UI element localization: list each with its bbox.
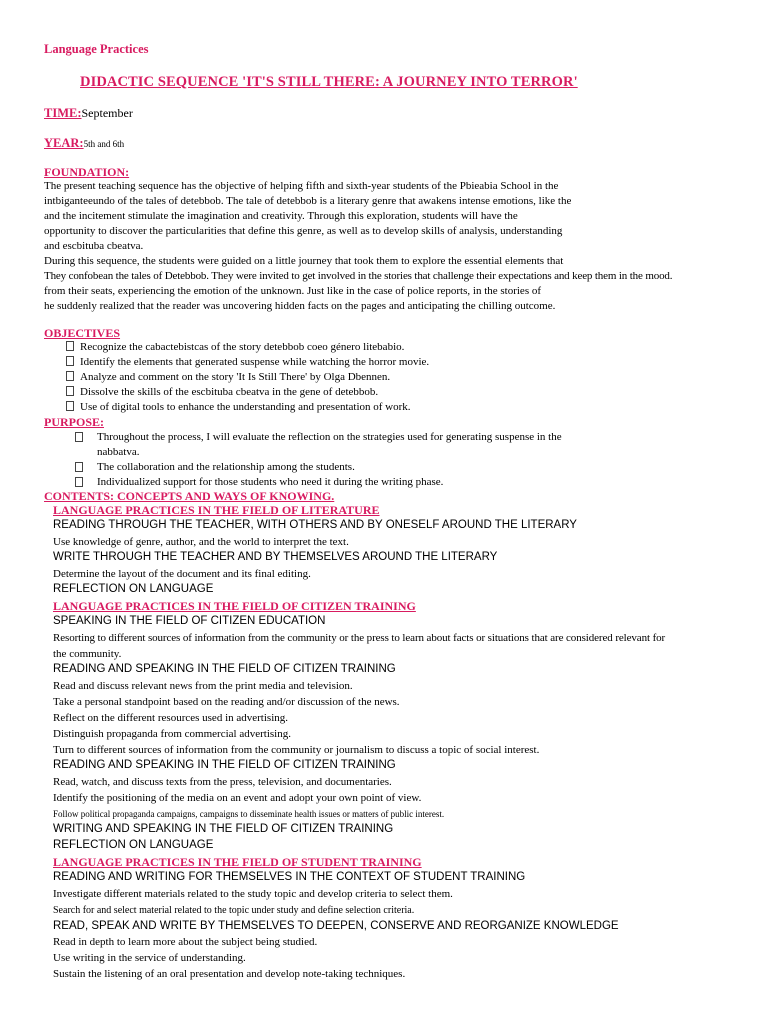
citizen-body: Turn to different sources of information from the community or journalism to discuss a topic of social interest.: [53, 744, 540, 756]
citizen-cap: SPEAKING IN THE FIELD OF CITIZEN EDUCATION: [53, 615, 326, 627]
time-label: TIME:: [44, 106, 82, 120]
citizen-body: Read and discuss relevant news from the print media and television.: [53, 680, 353, 692]
foundation-line: and the incitement stimulate the imagination and creativity. Through this exploration, students will have the: [44, 210, 518, 222]
purpose-item: Individualized support for those students who need it during the writing phase.: [97, 476, 444, 488]
literature-cap: READING THROUGH THE TEACHER, WITH OTHERS AND BY ONESELF AROUND THE LITERARY: [53, 519, 577, 531]
citizen-body: Take a personal standpoint based on the reading and/or discussion of the news.: [53, 696, 400, 708]
foundation-line: from their seats, experiencing the emotion of the unknown. Just like in the case of police reports, in the stories of: [44, 285, 542, 297]
objectives-label: OBJECTIVES: [44, 326, 121, 340]
objective-item: Recognize the cabactebistcas of the story detebbob coeo género litebabio.: [66, 341, 404, 354]
objective-item: Identify the elements that generated suspense while watching the horror movie.: [66, 356, 429, 369]
foundation-line: he suddenly realized that the reader was uncovering hidden facts on the pages and anticipating the chilling outcome.: [44, 300, 556, 312]
citizen-cap: WRITING AND SPEAKING IN THE FIELD OF CITIZEN TRAINING: [53, 823, 394, 835]
student-body-small: Search for and select material related to the topic under study and define selection criteria.: [53, 905, 415, 916]
foundation-line: The present teaching sequence has the objective of helping fifth and sixth-year students of the Pbieabia School in the: [44, 180, 559, 192]
checkbox-glyph-icon: [75, 432, 89, 445]
year-label: YEAR:: [44, 136, 84, 150]
objective-item: Analyze and comment on the story 'It Is Still There' by Olga Dbennen.: [66, 371, 390, 384]
page-title: DIDACTIC SEQUENCE 'IT'S STILL THERE: A JOURNEY INTO TERROR': [80, 74, 578, 90]
citizen-cap: READING AND SPEAKING IN THE FIELD OF CITIZEN TRAINING: [53, 759, 396, 771]
literature-body: Use knowledge of genre, author, and the world to interpret the text.: [53, 536, 349, 548]
checkbox-glyph-icon: [66, 371, 74, 381]
purpose-label: PURPOSE:: [44, 415, 104, 429]
foundation-label: FOUNDATION:: [44, 165, 130, 179]
foundation-line: They confobean the tales of Detebbob. They were invited to get involved in the stories that challenge their expectations and keep them in the mood.: [44, 270, 673, 282]
citizen-body-small: Follow political propaganda campaigns, campaigns to disseminate health issues or matters of public interest.: [53, 809, 445, 819]
checkbox-glyph-icon: [66, 341, 74, 351]
citizen-body: Identify the positioning of the media on an event and adopt your own point of view.: [53, 792, 422, 804]
checkbox-glyph-icon: [66, 356, 74, 366]
foundation-line: and escbituba cbeatva.: [44, 240, 144, 252]
objective-item: Dissolve the skills of the escbituba cbeatva in the gene of detebbob.: [66, 386, 378, 399]
purpose-item: Throughout the process, I will evaluate the reflection on the strategies used for generating suspense in the: [97, 431, 562, 443]
citizen-body: the community.: [53, 648, 122, 660]
time-row: [44, 106, 133, 121]
foundation-line: intbiganteeundo of the tales of detebbob. The tale of detebbob is a literary genre that awakens intense emotions, like the: [44, 195, 572, 207]
subject-header: Language Practices: [44, 42, 149, 56]
year-value: 5th and 6th: [83, 139, 125, 149]
citizen-heading: LANGUAGE PRACTICES IN THE FIELD OF CITIZEN TRAINING: [53, 599, 416, 613]
year-row: [44, 136, 124, 151]
checkbox-glyph-icon: [75, 462, 89, 475]
student-body: Use writing in the service of understanding.: [53, 952, 246, 964]
purpose-item: The collaboration and the relationship among the students.: [97, 461, 355, 473]
student-cap: READ, SPEAK AND WRITE BY THEMSELVES TO DEEPEN, CONSERVE AND REORGANIZE KNOWLEDGE: [53, 920, 619, 932]
literature-cap: WRITE THROUGH THE TEACHER AND BY THEMSELVES AROUND THE LITERARY: [53, 551, 498, 563]
citizen-body: Read, watch, and discuss texts from the press, television, and documentaries.: [53, 776, 392, 788]
foundation-line: During this sequence, the students were guided on a little journey that took them to explore the essential elements that: [44, 255, 564, 267]
literature-heading: LANGUAGE PRACTICES IN THE FIELD OF LITERATURE: [53, 503, 380, 517]
purpose-item-cont: nabbatva.: [97, 446, 140, 458]
citizen-body: Reflect on the different resources used in advertising.: [53, 712, 288, 724]
literature-body: Determine the layout of the document and its final editing.: [53, 568, 311, 580]
student-heading: LANGUAGE PRACTICES IN THE FIELD OF STUDENT TRAINING: [53, 855, 422, 869]
student-body: Investigate different materials related to the study topic and develop criteria to select them.: [53, 888, 453, 900]
objective-item: Use of digital tools to enhance the understanding and presentation of work.: [66, 401, 411, 414]
citizen-cap: REFLECTION ON LANGUAGE: [53, 839, 214, 851]
time-value: September: [81, 106, 133, 120]
citizen-body: Distinguish propaganda from commercial advertising.: [53, 728, 291, 740]
literature-cap: REFLECTION ON LANGUAGE: [53, 583, 214, 595]
checkbox-glyph-icon: [66, 401, 74, 411]
citizen-cap: READING AND SPEAKING IN THE FIELD OF CITIZEN TRAINING: [53, 663, 396, 675]
student-body: Sustain the listening of an oral presentation and develop note-taking techniques.: [53, 968, 406, 980]
foundation-line: opportunity to discover the particularities that define this genre, as well as to develop skills of analysis, understanding: [44, 225, 563, 237]
student-body: Read in depth to learn more about the subject being studied.: [53, 936, 318, 948]
checkbox-glyph-icon: [66, 386, 74, 396]
student-cap: READING AND WRITING FOR THEMSELVES IN THE CONTEXT OF STUDENT TRAINING: [53, 871, 526, 883]
citizen-body: Resorting to different sources of information from the community or the press to learn about facts or situations that are considered relevant for: [53, 632, 666, 644]
contents-label: CONTENTS: CONCEPTS AND WAYS OF KNOWING.: [44, 489, 335, 503]
